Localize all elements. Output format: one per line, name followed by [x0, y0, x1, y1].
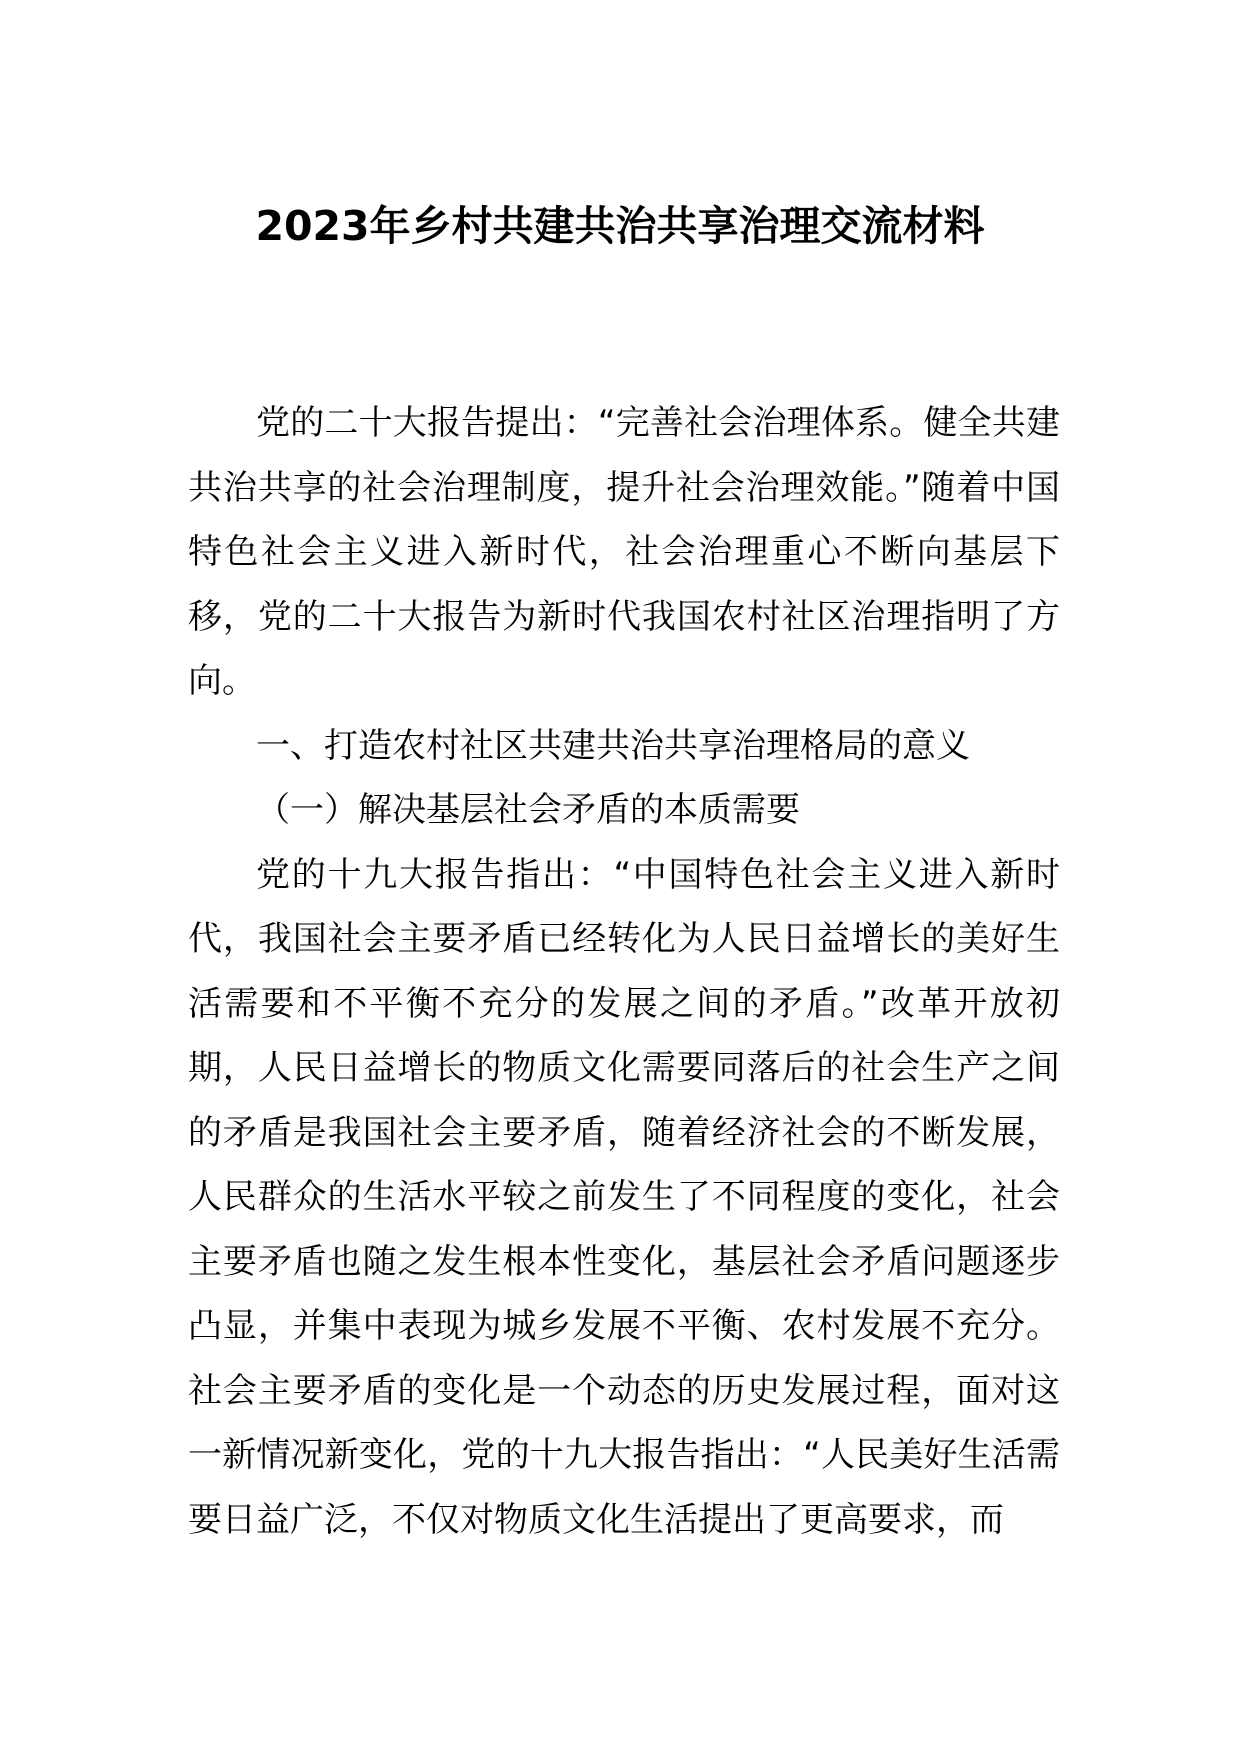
- subsection-heading: （一）解决基层社会矛盾的本质需要: [256, 790, 800, 830]
- intro-paragraph: 党的二十大报告提出：“完善社会治理体系。健全共建共治共享的社会治理制度，提升社会治理效能。”随着中国特色社会主义进入新时代，社会治理重心不断向基层下移，党的二十大报告为新时代我国农村社区治理指明了方向。: [188, 403, 1060, 701]
- body-paragraph: 党的十九大报告指出：“中国特色社会主义进入新时代，我国社会主要矛盾已经转化为人民日益增长的美好生活需要和不平衡不充分的发展之间的矛盾。”改革开放初期，人民日益增长的物质文化需要同落后的社会生产之间的矛盾是我国社会主要矛盾，随着经济社会的不断发展，人民群众的生活水平较之前发生了不同程度的变化，社会主要矛盾也随之发生根本性变化，基层社会矛盾问题逐步凸显，并集中表现为城乡发展不平衡、农村发展不充分。社会主要矛盾的变化是一个动态的历史发展过程，面对这一新情况新变化，党的十九大报告指出：“人民美好生活需要日益广泛，不仅对物质文化生活提出了更高要求，而: [188, 854, 1060, 1540]
- document-title: 2023年乡村共建共治共享治理交流材料: [255, 202, 985, 250]
- section-heading: 一、打造农村社区共建共治共享治理格局的意义: [256, 725, 970, 766]
- document-body: [188, 391, 1060, 1552]
